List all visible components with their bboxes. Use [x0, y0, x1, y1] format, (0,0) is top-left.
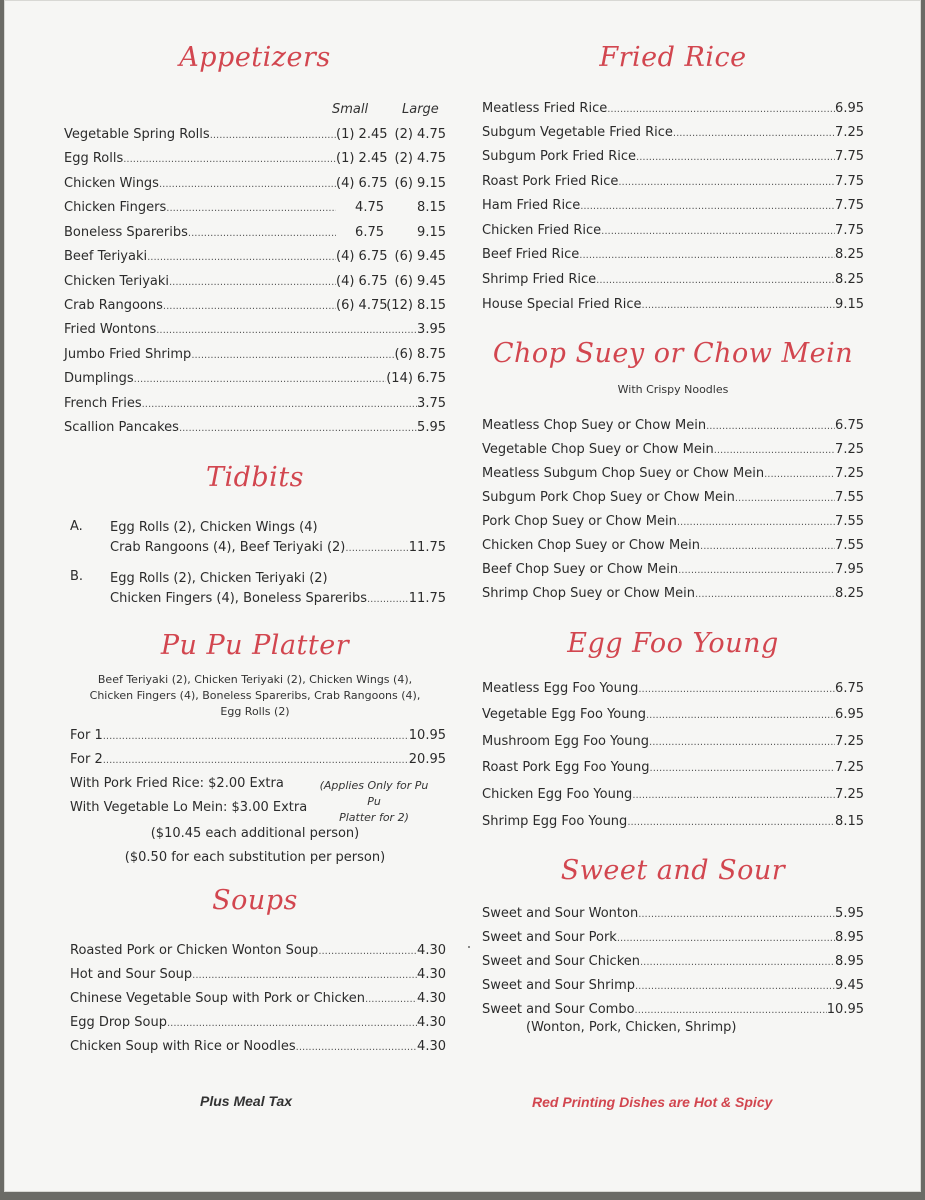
menu-item: Shrimp Egg Foo Young ..... 8.15 [482, 813, 864, 832]
menu-item: Vegetable Egg Foo Young ..... 6.95 [482, 706, 864, 725]
chop-suey-title: Chop Suey or Chow Mein [492, 338, 854, 369]
menu-item: Crab Rangoons ..... (6) 4.75 (12) 8.15 [64, 297, 446, 316]
menu-item: Chinese Vegetable Soup with Pork or Chicken ..... 4.30 [70, 990, 446, 1009]
tidbit-item: Crab Rangoons (4), Beef Teriyaki (2) ..... 11.75 [110, 539, 446, 558]
appetizers-title: Appetizers [179, 42, 331, 73]
menu-item: Shrimp Fried Rice ..... 8.25 [482, 271, 864, 290]
menu-item: Subgum Pork Fried Rice ..... 7.75 [482, 148, 864, 167]
pupu-applies-note: (Applies Only for Pu Pu Platter for 2) [319, 779, 429, 824]
menu-page [4, 0, 921, 1192]
menu-item: Meatless Chop Suey or Chow Mein ..... 6.75 [482, 417, 864, 436]
menu-item: Vegetable Spring Rolls ..... (1) 2.45 (2) 4.75 [64, 126, 446, 145]
menu-item: Subgum Vegetable Fried Rice ..... 7.25 [482, 124, 864, 143]
soups-title: Soups [212, 885, 298, 916]
menu-item: Chicken Egg Foo Young ..... 7.25 [482, 786, 864, 805]
menu-item: For 2 ..... 20.95 [70, 751, 446, 770]
menu-item: Dumplings ..... (14) 6.75 [64, 370, 446, 389]
large-column-header: Large [402, 102, 439, 117]
tidbit-letter: A. [70, 519, 83, 534]
menu-item: Sweet and Sour Pork ..... 8.95 [482, 929, 864, 948]
menu-item: Beef Fried Rice ..... 8.25 [482, 246, 864, 265]
pupu-description: Egg Rolls (2) [220, 705, 290, 718]
tax-note: Plus Meal Tax [200, 1093, 293, 1109]
menu-item: Sweet and Sour Wonton ..... 5.95 [482, 905, 864, 924]
menu-item: Egg Rolls ..... (1) 2.45 (2) 4.75 [64, 150, 446, 169]
menu-item: Shrimp Chop Suey or Chow Mein ..... 8.25 [482, 585, 864, 604]
menu-item: Beef Teriyaki ..... (4) 6.75 (6) 9.45 [64, 248, 446, 267]
pupu-extra: With Vegetable Lo Mein: $3.00 Extra [70, 800, 308, 815]
sweet-sour-title: Sweet and Sour [560, 855, 786, 886]
menu-item: Pork Chop Suey or Chow Mein ..... 7.55 [482, 513, 864, 532]
menu-item: Subgum Pork Chop Suey or Chow Mein ..... 7.55 [482, 489, 864, 508]
menu-item: Ham Fried Rice ..... 7.75 [482, 197, 864, 216]
menu-item: Chicken Fingers ..... 4.75 8.15 [64, 199, 446, 218]
combo-detail: (Wonton, Pork, Chicken, Shrimp) [526, 1020, 737, 1035]
tidbit-letter: B. [70, 569, 84, 584]
print-speck [468, 946, 470, 948]
menu-item: Mushroom Egg Foo Young ..... 7.25 [482, 733, 864, 752]
menu-item: Egg Drop Soup ..... 4.30 [70, 1014, 446, 1033]
menu-item: For 1 ..... 10.95 [70, 727, 446, 746]
menu-item: Fried Wontons ..... 3.95 [64, 321, 446, 340]
pupu-title: Pu Pu Platter [160, 630, 350, 661]
pupu-description: Chicken Fingers (4), Boneless Spareribs, Crab Rangoons (4), [89, 689, 421, 702]
menu-item: Chicken Chop Suey or Chow Mein ..... 7.55 [482, 537, 864, 556]
menu-item: Meatless Fried Rice ..... 6.95 [482, 100, 864, 119]
menu-item: Chicken Teriyaki ..... (4) 6.75 (6) 9.45 [64, 273, 446, 292]
pupu-extra: With Pork Fried Rice: $2.00 Extra [70, 776, 284, 791]
menu-item: Chicken Wings ..... (4) 6.75 (6) 9.15 [64, 175, 446, 194]
tidbit-line: Egg Rolls (2), Chicken Teriyaki (2) [110, 571, 328, 586]
pupu-description: Beef Teriyaki (2), Chicken Teriyaki (2), Chicken Wings (4), [97, 673, 413, 686]
pupu-note: ($10.45 each additional person) [150, 826, 360, 841]
menu-item: Sweet and Sour Chicken ..... 8.95 [482, 953, 864, 972]
menu-item: Meatless Egg Foo Young ..... 6.75 [482, 680, 864, 699]
menu-item: Roasted Pork or Chicken Wonton Soup ..... 4.30 [70, 942, 446, 961]
menu-item: Roast Pork Egg Foo Young ..... 7.25 [482, 759, 864, 778]
pupu-note: ($0.50 for each substitution per person) [124, 850, 386, 865]
menu-item: Sweet and Sour Combo ..... 10.95 [482, 1001, 864, 1020]
menu-item: Vegetable Chop Suey or Chow Mein ..... 7.25 [482, 441, 864, 460]
menu-item: Beef Chop Suey or Chow Mein ..... 7.95 [482, 561, 864, 580]
menu-item: Chicken Soup with Rice or Noodles ..... 4.30 [70, 1038, 446, 1057]
menu-item: Hot and Sour Soup ..... 4.30 [70, 966, 446, 985]
menu-item: House Special Fried Rice ..... 9.15 [482, 296, 864, 315]
menu-item: Jumbo Fried Shrimp ..... (6) 8.75 [64, 346, 446, 365]
menu-item: Meatless Subgum Chop Suey or Chow Mein ..... 7.25 [482, 465, 864, 484]
chop-suey-subtitle: With Crispy Noodles [617, 383, 729, 396]
tidbit-item: Chicken Fingers (4), Boneless Spareribs ..... 11.75 [110, 590, 446, 609]
menu-item: Chicken Fried Rice ..... 7.75 [482, 222, 864, 241]
tidbit-line: Egg Rolls (2), Chicken Wings (4) [110, 520, 318, 535]
fried-rice-title: Fried Rice [599, 42, 747, 73]
menu-item: Sweet and Sour Shrimp ..... 9.45 [482, 977, 864, 996]
egg-foo-young-title: Egg Foo Young [567, 628, 779, 659]
spicy-note: Red Printing Dishes are Hot & Spicy [532, 1094, 773, 1110]
small-column-header: Small [332, 102, 369, 117]
menu-item: French Fries ..... 3.75 [64, 395, 446, 414]
menu-item: Boneless Spareribs ..... 6.75 9.15 [64, 224, 446, 243]
menu-item: Roast Pork Fried Rice ..... 7.75 [482, 173, 864, 192]
menu-item: Scallion Pancakes ..... 5.95 [64, 419, 446, 438]
tidbits-title: Tidbits [205, 462, 305, 493]
